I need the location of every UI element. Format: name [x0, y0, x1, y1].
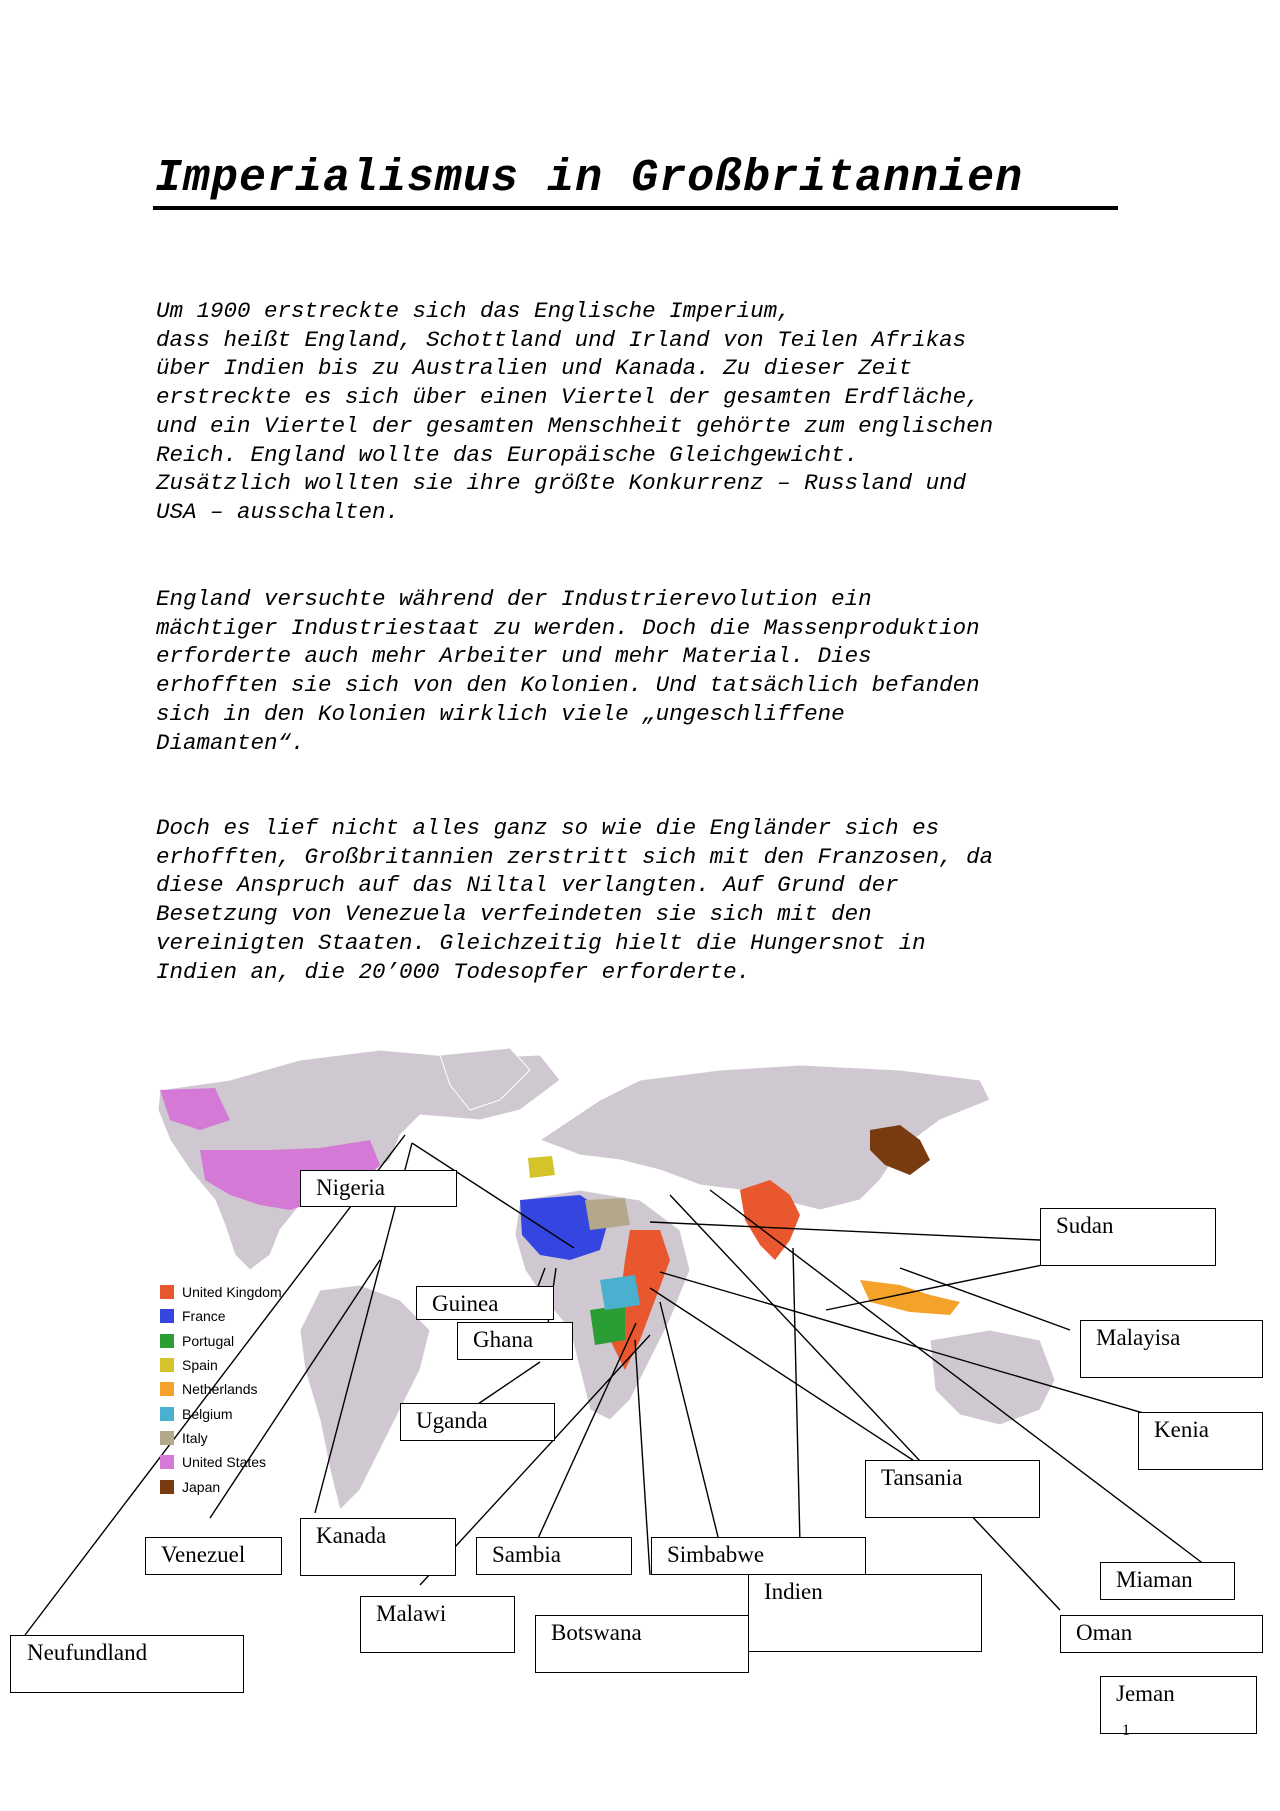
label-sambia: Sambia — [476, 1537, 632, 1575]
legend-swatch — [160, 1334, 174, 1348]
legend-swatch — [160, 1431, 174, 1445]
label-ghana: Ghana — [457, 1322, 573, 1360]
south-america-shape — [300, 1285, 430, 1510]
label-tansania: Tansania — [865, 1460, 1040, 1518]
angola-shape — [590, 1305, 625, 1345]
label-botswana: Botswana — [535, 1615, 749, 1673]
legend-swatch — [160, 1358, 174, 1372]
label-oman: Oman — [1060, 1615, 1263, 1653]
legend-swatch — [160, 1285, 174, 1299]
legend-item-italy: Italy — [160, 1426, 282, 1450]
legend-swatch — [160, 1407, 174, 1421]
label-uganda: Uganda — [400, 1403, 555, 1441]
page-title: Imperialismus in Großbritannien — [155, 153, 1024, 204]
libya-shape — [585, 1198, 630, 1230]
legend-item-spain: Spain — [160, 1353, 282, 1377]
legend-swatch — [160, 1309, 174, 1323]
legend-swatch — [160, 1382, 174, 1396]
label-kanada: Kanada — [300, 1518, 456, 1576]
label-kenia: Kenia — [1138, 1412, 1263, 1470]
label-neufundland: Neufundland — [10, 1635, 244, 1693]
legend-item-uk: United Kingdom — [160, 1280, 282, 1304]
label-sudan: Sudan — [1040, 1208, 1216, 1266]
title-underline — [153, 206, 1118, 210]
label-guinea: Guinea — [416, 1286, 554, 1320]
map-legend — [160, 1280, 282, 1499]
page-number: 1 — [1122, 1722, 1130, 1739]
paragraph-1: Um 1900 erstreckte sich das Englische Imperium, dass heißt England, Schottland und Irland von Teilen Afrikas über Indien bis zu Australien und Kanada. Zu dieser Zeit erstreckte es sich über einen Viertel der gesamten Erdfläche, und ein Viertel der gesamten Menschheit gehörte zum englischen Reich. England wollte das Europäische Gleichgewicht. Zusätzlich wollten sie ihre größte Konkurrenz – Russland und USA – ausschalten. — [156, 298, 994, 525]
legend-swatch — [160, 1480, 174, 1494]
label-venezuela: Venezuel — [145, 1537, 282, 1575]
label-miaman: Miaman — [1100, 1562, 1235, 1600]
legend-item-portugal: Portugal — [160, 1329, 282, 1353]
legend-item-usa: United States — [160, 1450, 282, 1474]
iberia-shape — [528, 1156, 555, 1178]
legend-item-belgium: Belgium — [160, 1401, 282, 1425]
paragraph-2: England versuchte während der Industrierevolution ein mächtiger Industriestaat zu werden. Doch die Massenproduktion erforderte auch mehr Arbeiter und mehr Material. Dies erhofften sie sich von den Kolonien. Und tatsächlich befanden sich in den Kolonien wirklich viele „ungeschliffene Diamanten“. — [156, 586, 980, 756]
label-jeman: Jeman — [1100, 1676, 1257, 1734]
label-nigeria: Nigeria — [300, 1170, 457, 1207]
label-malaysia: Malayisa — [1080, 1320, 1263, 1378]
label-malawi: Malawi — [360, 1596, 515, 1653]
congo-shape — [600, 1275, 640, 1310]
legend-item-netherlands: Netherlands — [160, 1377, 282, 1401]
legend-item-japan: Japan — [160, 1474, 282, 1498]
legend-item-france: France — [160, 1304, 282, 1328]
legend-swatch — [160, 1455, 174, 1469]
paragraph-3: Doch es lief nicht alles ganz so wie die Engländer sich es erhofften, Großbritannien zerstritt sich mit den Franzosen, da diese Anspruch auf das Niltal verlangten. Auf Grund der Besetzung von Venezuela verfeindeten sie sich mit den vereinigten Staaten. Gleichzeitig hielt die Hungersnot in Indien an, die 20’000 Todesopfer erforderte. — [156, 815, 994, 985]
label-indien: Indien — [748, 1574, 982, 1652]
australia-shape — [930, 1330, 1055, 1425]
label-simbabwe: Simbabwe — [651, 1537, 866, 1575]
